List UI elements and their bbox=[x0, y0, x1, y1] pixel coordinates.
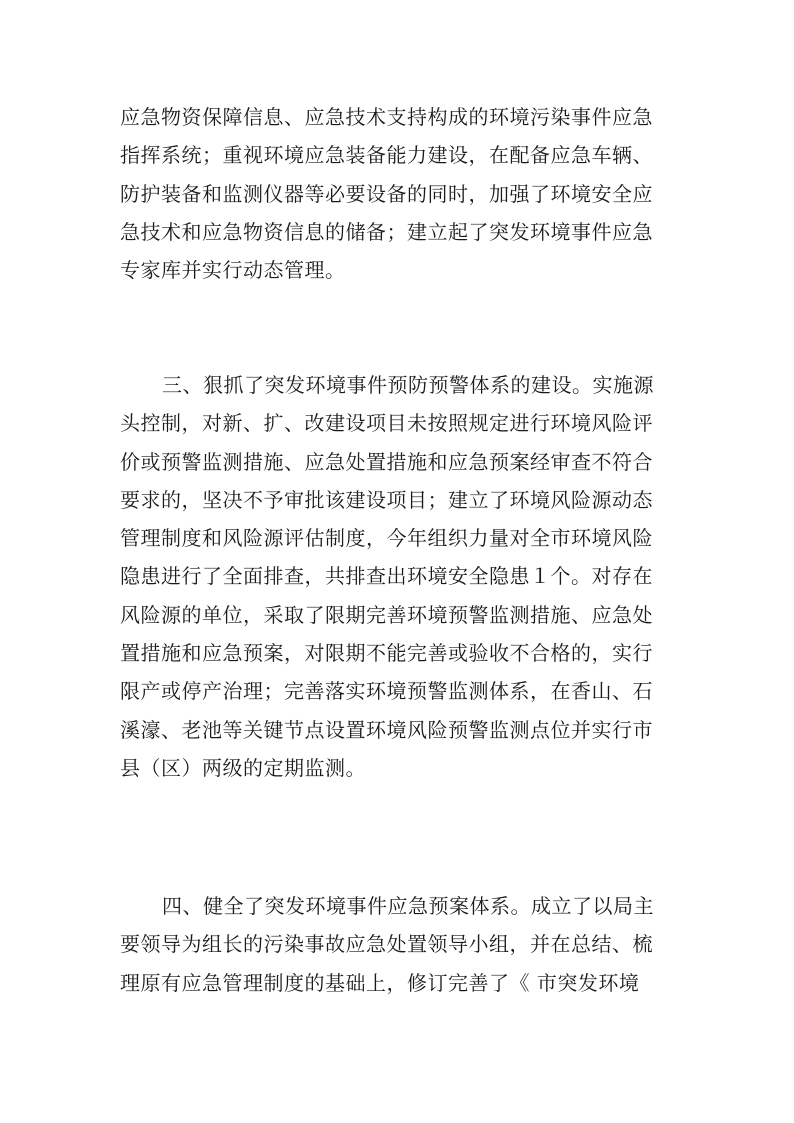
text-line: 急技术和应急物资信息的储备；建立起了突发环境事件应急 bbox=[120, 219, 653, 244]
text-line: 隐患进行了全面排查，共排查出环境安全隐患１个。对存在 bbox=[120, 564, 653, 589]
text-line: 限产或停产治理；完善落实环境预警监测体系，在香山、石 bbox=[120, 679, 653, 704]
text-line: 防护装备和监测仪器等必要设备的同时，加强了环境安全应 bbox=[120, 181, 653, 206]
text-line: 头控制，对新、扩、改建设项目未按照规定进行环境风险评 bbox=[120, 411, 653, 436]
text-line: 理原有应急管理制度的基础上，修订完善了《 市突发环境 bbox=[120, 970, 640, 995]
paragraph-section-three bbox=[120, 366, 680, 787]
paragraph-continuation bbox=[120, 98, 680, 289]
text-line: 要领导为组长的污染事故应急处置领导小组，并在总结、梳 bbox=[120, 932, 653, 957]
text-line: 指挥系统；重视环境应急装备能力建设，在配备应急车辆、 bbox=[120, 143, 653, 168]
text-line: 管理制度和风险源评估制度，今年组织力量对全市环境风险 bbox=[120, 526, 653, 551]
text-line: 价或预警监测措施、应急处置措施和应急预案经审查不符合 bbox=[120, 449, 653, 474]
text-line: 要求的，坚决不予审批该建设项目；建立了环境风险源动态 bbox=[120, 487, 653, 512]
text-line: 专家库并实行动态管理。 bbox=[120, 258, 346, 283]
paragraph-section-four bbox=[120, 887, 680, 1002]
text-line: 风险源的单位，采取了限期完善环境预警监测措施、应急处 bbox=[120, 602, 653, 627]
text-line: 县（区）两级的定期监测。 bbox=[120, 755, 366, 780]
text-line: 应急物资保障信息、应急技术支持构成的环境污染事件应急 bbox=[120, 105, 653, 129]
text-line: 四、健全了突发环境事件应急预案体系。成立了以局主 bbox=[162, 894, 654, 918]
text-line: 置措施和应急预案，对限期不能完善或验收不合格的，实行 bbox=[120, 641, 653, 666]
text-line: 溪濠、老池等关键节点设置环境风险预警监测点位并实行市 bbox=[120, 717, 653, 742]
text-line: 三、狠抓了突发环境事件预防预警体系的建设。实施源 bbox=[162, 373, 654, 397]
